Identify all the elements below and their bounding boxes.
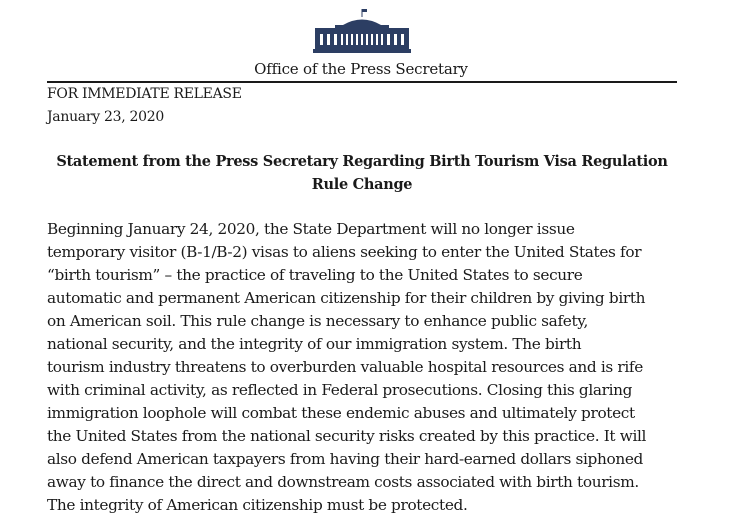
release-date: January 23, 2020	[47, 109, 164, 125]
body-line: The integrity of American citizenship must be protected.	[47, 496, 468, 514]
header-divider	[47, 81, 677, 83]
body-line: immigration loophole will combat these endemic abuses and ultimately protect	[47, 404, 635, 422]
statement-title-line-1: Statement from the Press Secretary Regarding Birth Tourism Visa Regulation	[56, 153, 668, 170]
body-line: national security, and the integrity of our immigration system. The birth	[47, 335, 582, 353]
release-label: FOR IMMEDIATE RELEASE	[47, 86, 242, 102]
body-line: also defend American taxpayers from having their hard-earned dollars siphoned	[47, 450, 643, 468]
white-house-logo	[313, 8, 411, 54]
statement-body	[47, 218, 687, 517]
body-line: on American soil. This rule change is necessary to enhance public safety,	[47, 312, 589, 330]
body-line: automatic and permanent American citizenship for their children by giving birth	[47, 289, 646, 307]
body-line: with criminal activity, as reflected in Federal prosecutions. Closing this glaring	[47, 381, 633, 399]
body-line: tourism industry threatens to overburden valuable hospital resources and is rife	[47, 358, 643, 376]
body-line: temporary visitor (B-1/B-2) visas to aliens seeking to enter the United States for	[47, 243, 642, 261]
body-line: “birth tourism” – the practice of traveling to the United States to secure	[47, 266, 583, 284]
body-line: away to finance the direct and downstream costs associated with birth tourism.	[47, 473, 639, 491]
office-heading: Office of the Press Secretary	[254, 60, 468, 78]
body-line: the United States from the national security risks created by this practice. It will	[47, 427, 647, 445]
body-line: Beginning January 24, 2020, the State Department will no longer issue	[47, 220, 575, 238]
statement-title-line-2: Rule Change	[311, 176, 413, 193]
statement-title	[47, 150, 677, 196]
